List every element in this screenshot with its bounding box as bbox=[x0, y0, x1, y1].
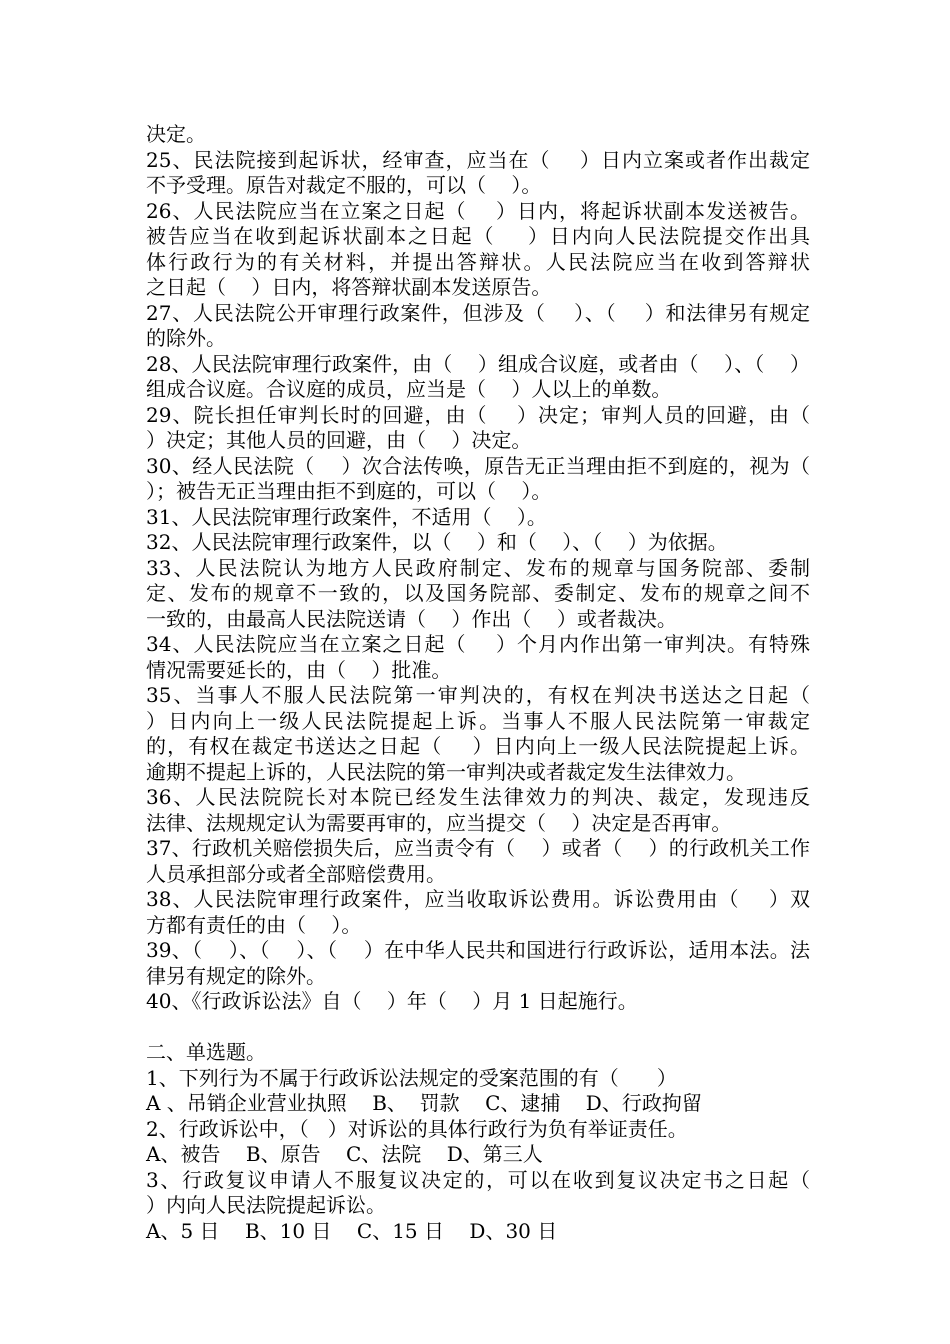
option-line: A、5 日 B、10 日 C、15 日 D、30 日 bbox=[146, 1218, 558, 1243]
question-line: ）日内向上一级人民法院提起上诉。当事人不服人民法院第一审裁定 bbox=[146, 708, 810, 733]
section-heading: 二、单选题。 bbox=[146, 1040, 266, 1064]
question-line: 的，有权在裁定书送达之日起（ ）日内向上一级人民法院提起上诉。 bbox=[146, 734, 810, 758]
question-line: 30、经人民法院（ ）次合法传唤，原告无正当理由拒不到庭的，视为（ bbox=[146, 453, 810, 478]
question-line: 体行政行为的有关材料，并提出答辩状。人民法院应当在收到答辩状 bbox=[146, 249, 810, 274]
question-line: 法律、法规规定认为需要再审的，应当提交（ ）决定是否再审。 bbox=[146, 810, 732, 835]
question-line: 1、下列行为不属于行政诉讼法规定的受案范围的有（ ） bbox=[146, 1065, 677, 1090]
question-line: 人员承担部分或者全部赔偿费用。 bbox=[146, 861, 446, 886]
question-line: 逾期不提起上诉的，人民法院的第一审判决或者裁定发生法律效力。 bbox=[146, 759, 746, 784]
question-line: 律另有规定的除外。 bbox=[146, 963, 326, 988]
section-spacer bbox=[146, 1015, 810, 1041]
option-line: A 、吊销企业营业执照 B、 罚款 C、逮捕 D、行政拘留 bbox=[146, 1091, 702, 1115]
question-line: 36、人民法院院长对本院已经发生法律效力的判决、裁定，发现违反 bbox=[146, 785, 810, 809]
question-line: ）内向人民法院提起诉讼。 bbox=[146, 1193, 386, 1217]
question-line: 38、人民法院审理行政案件，应当收取诉讼费用。诉讼费用由（ ）双 bbox=[146, 887, 810, 911]
question-line: 32、人民法院审理行政案件，以（ ）和（ ）、（ ）为依据。 bbox=[146, 530, 728, 554]
question-line: 方都有责任的由（ ）。 bbox=[146, 912, 362, 937]
question-line: 组成合议庭。合议庭的成员，应当是（ ）人以上的单数。 bbox=[146, 377, 672, 401]
fill-in-section bbox=[146, 122, 810, 1015]
question-line: 27、人民法院公开审理行政案件，但涉及（ ）、（ ）和法律另有规定 bbox=[146, 300, 810, 325]
question-line: 被告应当在收到起诉状副本之日起（ ）日内向人民法院提交作出具 bbox=[146, 224, 810, 248]
question-line: 33、人民法院认为地方人民政府制定、发布的规章与国务院部、委制 bbox=[146, 555, 810, 580]
question-line: 决定。 bbox=[146, 122, 206, 146]
question-line: 的除外。 bbox=[146, 326, 226, 350]
document-page bbox=[146, 122, 810, 1244]
question-line: 34、人民法院应当在立案之日起（ ）个月内作出第一审判决。有特殊 bbox=[146, 632, 810, 656]
single-choice-section bbox=[146, 1040, 810, 1244]
question-line: 31、人民法院审理行政案件，不适用（ ）。 bbox=[146, 504, 547, 529]
question-line: 之日起（ ）日内，将答辩状副本发送原告。 bbox=[146, 275, 552, 299]
option-line: A、被告 B、原告 C、法院 D、第三人 bbox=[146, 1142, 543, 1166]
question-line: 不予受理。原告对裁定不服的，可以（ ）。 bbox=[146, 173, 542, 197]
question-line: 3、行政复议申请人不服复议决定的，可以在收到复议决定书之日起（ bbox=[146, 1167, 810, 1192]
question-line: 定、发布的规章不一致的，以及国务院部、委制定、发布的规章之间不 bbox=[146, 581, 810, 605]
question-line: 情况需要延长的，由（ ）批准。 bbox=[146, 657, 452, 682]
question-line: 一致的，由最高人民法院送请（ ）作出（ ）或者裁决。 bbox=[146, 606, 677, 631]
question-line: 26、人民法院应当在立案之日起（ ）日内，将起诉状副本发送被告。 bbox=[146, 198, 810, 223]
question-line: 37、行政机关赔偿损失后，应当责令有（ ）或者（ ）的行政机关工作 bbox=[146, 836, 810, 860]
question-line: ）决定；其他人员的回避，由（ ）决定。 bbox=[146, 428, 532, 452]
question-line: 40、《行政诉讼法》自（ ）年（ ）月 1 日起施行。 bbox=[146, 989, 638, 1013]
question-line: 28、人民法院审理行政案件，由（ ）组成合议庭，或者由（ ）、（ ） bbox=[146, 351, 810, 376]
question-line: 29、院长担任审判长时的回避，由（ ）决定；审判人员的回避，由（ bbox=[146, 402, 810, 427]
question-line: ）；被告无正当理由拒不到庭的，可以（ ）。 bbox=[146, 479, 552, 503]
question-line: 39、（ ）、（ ）、（ ）在中华人民共和国进行行政诉讼，适用本法。法 bbox=[146, 938, 810, 962]
question-line: 35、当事人不服人民法院第一审判决的，有权在判决书送达之日起（ bbox=[146, 683, 810, 707]
question-line: 25、民法院接到起诉状，经审查，应当在（ ）日内立案或者作出裁定 bbox=[146, 147, 810, 172]
question-line: 2、行政诉讼中，（ ）对诉讼的具体行政行为负有举证责任。 bbox=[146, 1116, 688, 1141]
